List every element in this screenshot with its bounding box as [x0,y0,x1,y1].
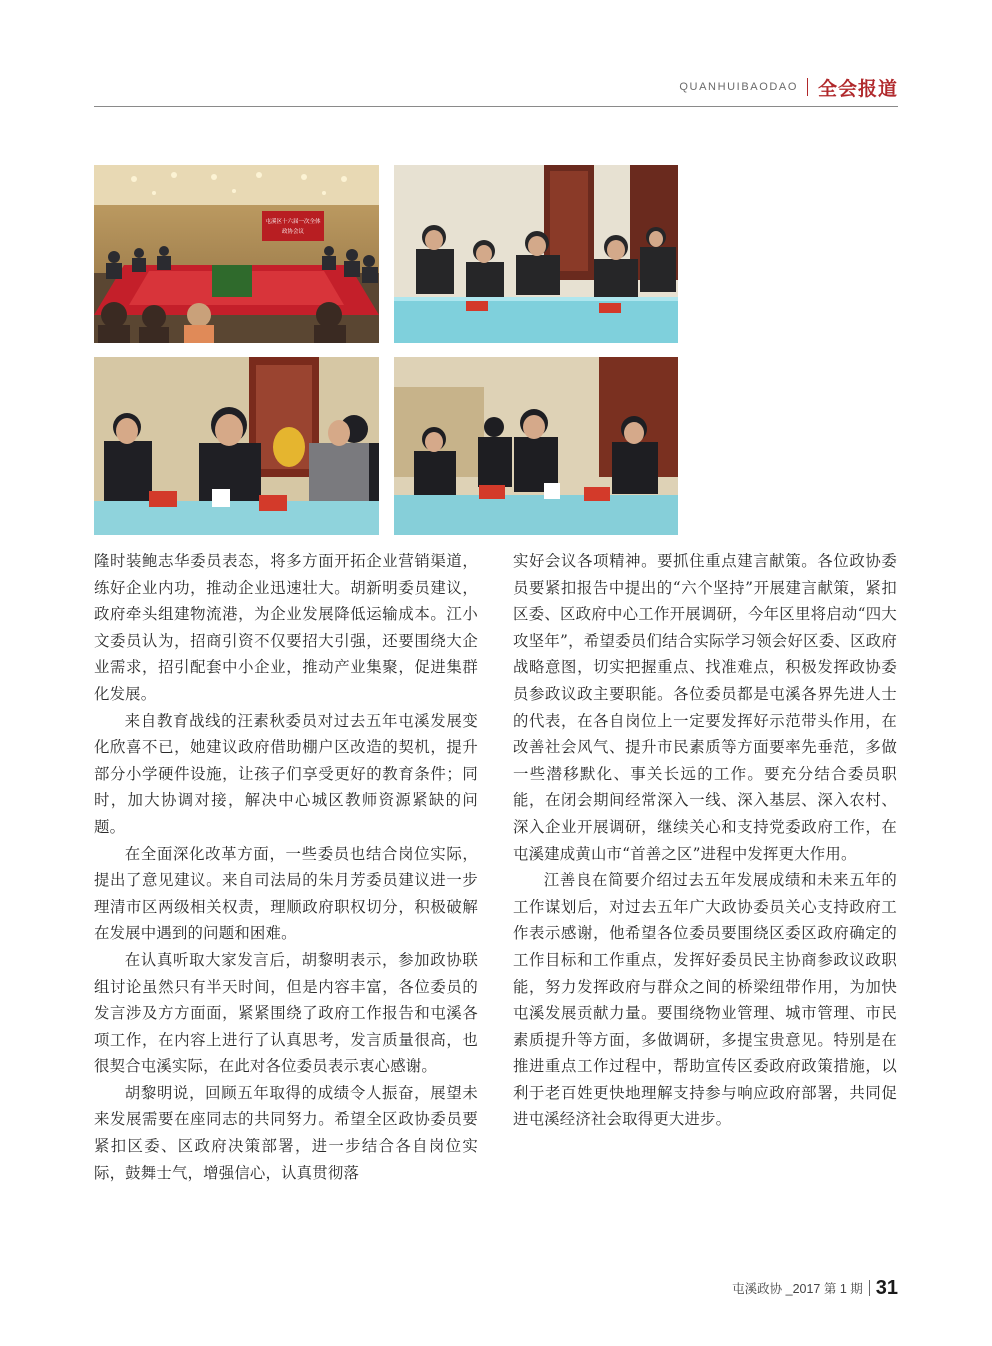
left-text-column [94,548,478,1186]
page-header [679,72,898,102]
committee-members-photo-2 [94,357,379,535]
committee-members-photo-1 [394,165,678,343]
meeting-hall-photo [94,165,379,343]
right-text-column [513,548,897,1133]
paragraph: 来自教育战线的汪素秋委员对过去五年屯溪发展变化欣喜不已，她建议政府借助棚户区改造的契机，提升部分小学硬件设施，让孩子们享受更好的教育条件；同时，加大协调对接，解决中心城区教师资源紧缺的问题。 [94,711,478,836]
banner-line-1: 屯溪区十六届一次全体 [265,219,321,225]
header-divider [807,78,808,96]
paragraph: 在全面深化改革方面，一些委员也结合岗位实际，提出了意见建议。来自司法局的朱月芳委员建议进一步理清市区两级相关权责，理顺政府职权切分，积极破解在发展中遇到的问题和困难。 [94,844,478,943]
section-pinyin: QUANHUIBAODAO [679,81,798,93]
paragraph: 胡黎明说，回顾五年取得的成绩令人振奋，展望未来发展需要在座同志的共同努力。希望全区政协委员要紧扣区委、区政府决策部署，进一步结合各自岗位实际，鼓舞士气，增强信心，认真贯彻落 [94,1083,478,1182]
footer-divider [869,1280,870,1296]
paragraph: 江善良在简要介绍过去五年发展成绩和未来五年的工作谋划后，对过去五年广大政协委员关心支持政府工作表示感谢，他希望各位委员要围绕区委区政府确定的工作目标和工作重点，发挥好委员民主协商参政议政职能，努力发挥政府与群众之间的桥梁纽带作用，为加快屯溪发展贡献力量。要围绕物业管理、城市管理、市民素质提升等方面，多做调研，多提宝贵意见。特别是在推进重点工作过程中，帮助宣传区委政府政策措施，以利于老百姓更快地理解支持参与响应政府部署，共同促进屯溪经济社会取得更大进步。 [513,871,897,1129]
paragraph: 实好会议各项精神。要抓住重点建言献策。各位政协委员要紧扣报告中提出的“六个坚持”开展建言献策，紧扣区委、区政府中心工作开展调研，今年区里将启动“四大攻坚年”，希望委员们结合实际学习领会好区委、区政府战略意图，切实把握重点、找准难点，积极发挥政协委员参政议政主要职能。各位委员都是屯溪各界先进人士的代表，在各自岗位上一定要发挥好示范带头作用，在改善社会风气、提升市民素质等方面要率先垂范，多做一些潜移默化、事关长远的工作。要充分结合委员职能，在闭会期间经常深入一线、深入基层、深入农村、深入企业开展调研，继续关心和支持党委政府工作，在屯溪建成黄山市“首善之区”进程中发挥更大作用。 [513,552,897,863]
magazine-issue: 屯溪政协 _2017 第 1 期 [732,1282,863,1296]
section-title: 全会报道 [817,77,898,100]
banner-line-2: 政协会议 [281,229,305,235]
committee-members-photo-3 [394,357,678,535]
page-number: 31 [875,1276,898,1299]
paragraph: 在认真听取大家发言后，胡黎明表示，参加政协联组讨论虽然只有半天时间，但是内容丰富，各位委员的发言涉及方方面面，紧紧围绕了政府工作报告和屯溪各项工作，在内容上进行了认真思考，发言质量很高，也很契合屯溪实际，在此对各位委员表示衷心感谢。 [94,950,478,1076]
paragraph: 隆时装鲍志华委员表态，将多方面开拓企业营销渠道，练好企业内功，推动企业迅速壮大。胡新明委员建议，政府牵头组建物流港，为企业发展降低运输成本。江小文委员认为，招商引资不仅要招大引强，还要围绕大企业需求，招引配套中小企业，推动产业集聚，促进集群化发展。 [94,552,478,703]
header-rule [94,106,898,107]
page-footer [732,1276,898,1300]
